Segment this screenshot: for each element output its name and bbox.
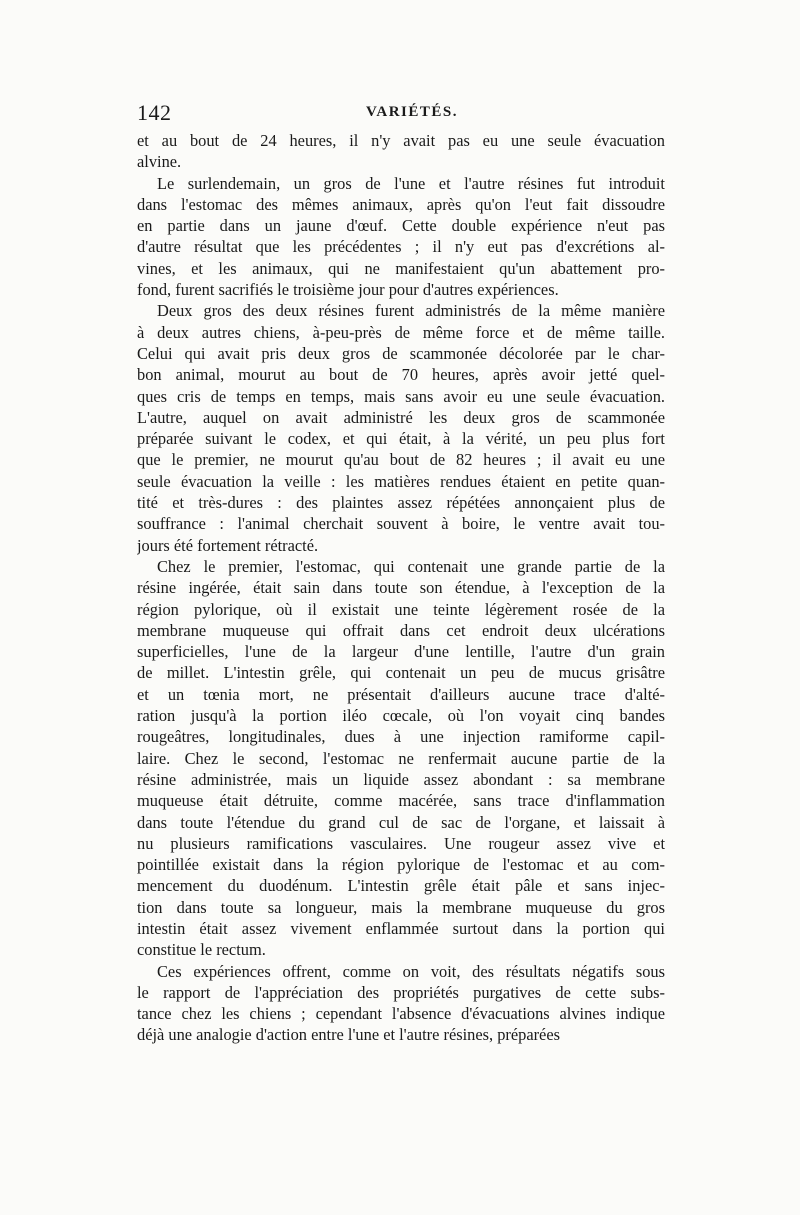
text-line: et au bout de 24 heures, il n'y avait pas eu une seule évacuation (137, 131, 665, 150)
text-line: Celui qui avait pris deux gros de scammonée décolorée par le char- (137, 343, 665, 363)
text-line: pointillée existait dans la région pylorique de l'estomac et au com- (137, 855, 665, 875)
text-line: d'autre résultat que les précédentes ; il n'y eut pas d'excrétions al- (137, 237, 665, 257)
text-line: L'autre, auquel on avait administré les deux gros de scammonée (137, 407, 665, 427)
text-line: le rapport de l'appréciation des propriétés purgatives de cette subs- (137, 982, 665, 1002)
text-line: souffrance : l'animal cherchait souvent à boire, le ventre avait tou- (137, 514, 665, 534)
page-header (137, 100, 665, 128)
text-line: seule évacuation la veille : les matières rendues étaient en petite quan- (137, 471, 665, 491)
text-line: dans l'estomac des mêmes animaux, après qu'on l'eut fait dissoudre (137, 194, 665, 214)
text-line: constitue le rectum. (137, 940, 266, 960)
text-line: de millet. L'intestin grêle, qui contenait un peu de mucus grisâtre (137, 663, 665, 683)
text-line: en partie dans un jaune d'œuf. Cette double expérience n'eut pas (137, 216, 665, 236)
text-line: jours été fortement rétracté. (137, 535, 319, 555)
text-line: bon animal, mourut au bout de 70 heures, après avoir jetté quel- (137, 365, 665, 385)
text-line: ration jusqu'à la portion iléo cœcale, où l'on voyait cinq bandes (137, 706, 665, 726)
text-line: ques cris de temps en temps, mais sans avoir eu une seule évacuation. (137, 386, 665, 406)
text-line: Le surlendemain, un gros de l'une et l'autre résines fut introduit (157, 173, 665, 193)
paragraph (137, 961, 665, 1046)
text-line: alvine. (137, 152, 182, 172)
text-line: laire. Chez le second, l'estomac ne renfermait aucune partie de la (137, 748, 665, 768)
page-number: 142 (137, 100, 172, 125)
text-line: résine administrée, mais un liquide assez abondant : sa membrane (137, 769, 665, 789)
text-line: et un tœnia mort, ne présentait d'ailleurs aucune trace d'alté- (137, 684, 665, 704)
text-line: à deux autres chiens, à-peu-près de même force et de même taille. (137, 322, 665, 342)
text-line: mencement du duodénum. L'intestin grêle était pâle et sans injec- (137, 876, 665, 896)
text-line: Deux gros des deux résines furent administrés de la même manière (157, 301, 665, 321)
body-text (137, 130, 665, 1046)
paragraph (137, 556, 665, 961)
text-line: Ces expériences offrent, comme on voit, des résultats négatifs sous (157, 961, 665, 981)
text-line: membrane muqueuse qui offrait dans cet endroit deux ulcérations (137, 620, 665, 640)
text-line: déjà une analogie d'action entre l'une et l'autre résines, préparées (137, 1025, 560, 1045)
text-line: tance chez les chiens ; cependant l'absence d'évacuations alvines indique (137, 1004, 665, 1024)
text-line: intestin était assez vivement enflammée surtout dans la portion qui (137, 918, 665, 938)
paragraph (137, 130, 665, 173)
text-line: nu plusieurs ramifications vasculaires. Une rougeur assez vive et (137, 833, 665, 853)
text-line: vines, et les animaux, qui ne manifestaient qu'un abattement pro- (137, 258, 665, 278)
text-line: préparée suivant le codex, et qui était, à la vérité, un peu plus fort (137, 429, 665, 449)
text-line: tion dans toute sa longueur, mais la membrane muqueuse du gros (137, 897, 665, 917)
text-line: tité et très-dures : des plaintes assez répétées annonçaient plus de (137, 493, 665, 513)
paragraph (137, 300, 665, 556)
text-line: dans toute l'étendue du grand cul de sac de l'organe, et laissait à (137, 812, 665, 832)
paragraph (137, 173, 665, 301)
running-head: VARIÉTÉS. (365, 104, 458, 120)
text-line: résine ingérée, était sain dans toute son étendue, à l'exception de la (137, 578, 665, 598)
text-line: muqueuse était détruite, comme macérée, sans trace d'inflammation (137, 791, 665, 811)
text-line: rougeâtres, longitudinales, dues à une injection ramiforme capil- (137, 727, 665, 747)
text-line: que le premier, ne mourut qu'au bout de 82 heures ; il avait eu une (137, 450, 665, 470)
text-line: fond, furent sacrifiés le troisième jour pour d'autres expériences. (137, 280, 559, 300)
text-line: superficielles, l'une de la largeur d'une lentille, l'autre d'un grain (137, 642, 665, 662)
text-line: Chez le premier, l'estomac, qui contenait une grande partie de la (157, 556, 665, 576)
text-line: région pylorique, où il existait une teinte légèrement rosée de la (137, 599, 665, 619)
